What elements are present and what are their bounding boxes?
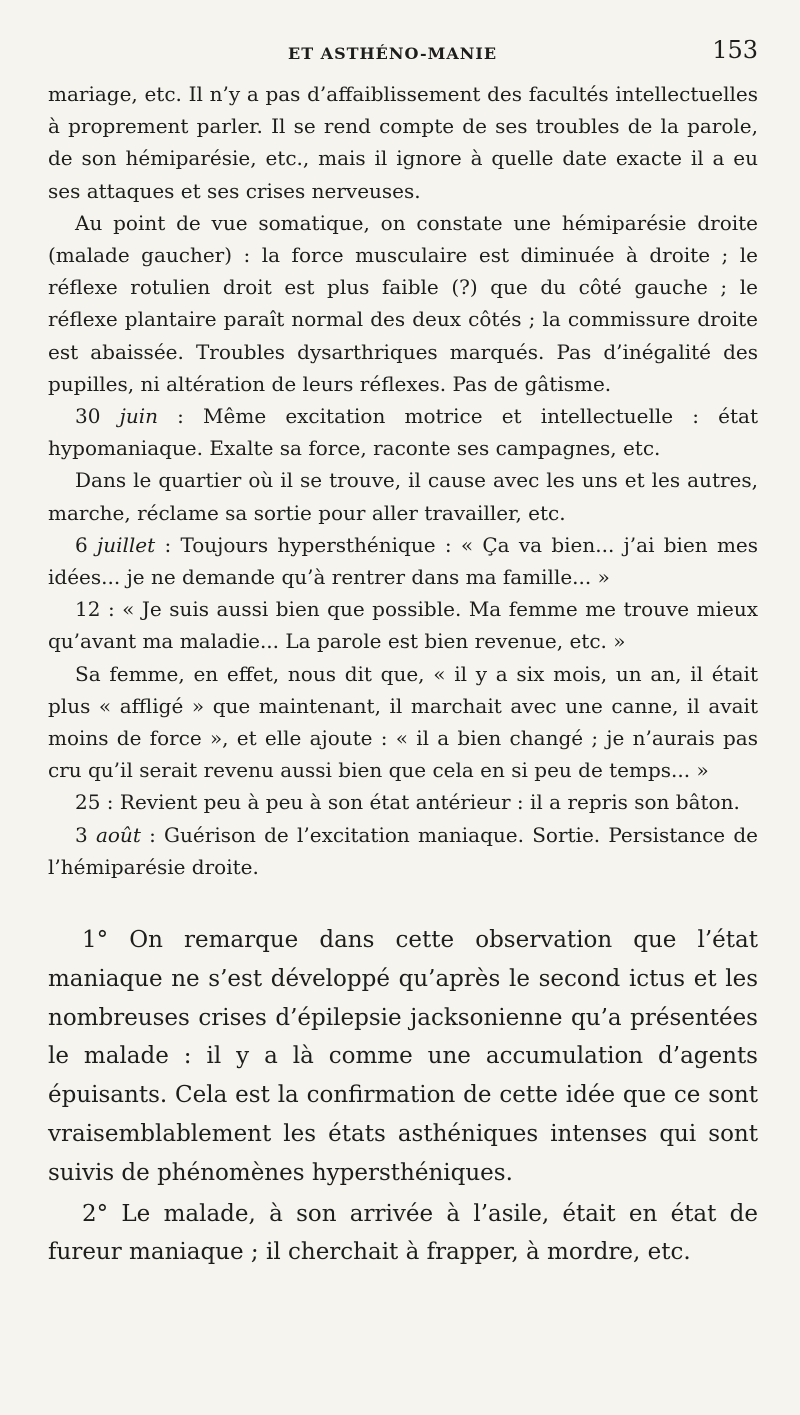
entry-text: : Toujours hypersthénique : « Ça va bien... j’ai bien mes idées... je ne demande qu’à rentrer dans ma famille... » <box>48 532 759 590</box>
entry-12 <box>48 593 758 657</box>
entry-text: : Revient peu à peu à son état antérieur : il a repris son bâton. <box>100 790 740 815</box>
entry-date-month: août <box>95 822 141 847</box>
entry-text: : Même excitation motrice et intellectuelle : état hypomaniaque. Exalte sa force, raconte ses campagnes, etc. <box>48 404 759 461</box>
entry-date-number: 30 <box>75 404 101 429</box>
entry-date-month: juillet <box>97 532 156 557</box>
entry-date-number: 12 <box>75 597 101 622</box>
commentary-point-2: 2° Le malade, à son arrivée à l’asile, était en état de fureur maniaque ; il cherchait à frapper, à mordre, etc. <box>48 1200 758 1266</box>
section-gap <box>48 883 758 921</box>
running-header <box>48 34 758 78</box>
commentary-point-1: 1° On remarque dans cette observation que l’état maniaque ne s’est développé qu’après le second ictus et les nombreuses crises d’épilepsie jacksonienne qu’a présentées le malade : il y a là comme une accumulation d’agents épuisants. Cela est la confirmation de cette idée que ce sont vraisemblablement les états asthéniques intenses qui sont suivis de phénomènes hypersthéniques. <box>48 927 758 1186</box>
case-observation-text <box>48 78 758 883</box>
running-title: ET ASTHÉNO-MANIE <box>288 44 498 63</box>
entry-june-30 <box>48 400 758 464</box>
entry-text: : Guérison de l’excitation maniaque. Sortie. Persistance de l’hémiparésie droite. <box>48 822 758 879</box>
paragraph-wife-report: Sa femme, en effet, nous dit que, « il y a six mois, un an, il était plus « affligé » que maintenant, il marchait avec une canne, il avait moins de force », et elle ajoute : « il a bien changé ; je n’aurais pas cru qu’il serait revenu aussi bien que cela en si peu de temps... » <box>48 661 758 783</box>
entry-date-number: 6 <box>75 532 88 557</box>
paragraph-somatic-exam: Au point de vue somatique, on constate une hémiparésie droite (malade gaucher) : la force musculaire est diminuée à droite ; le réflexe rotulien droit est plus faible (?) que du côté gauche ; le réflexe plantaire paraît normal des deux côtés ; la commissure droite est abaissée. Troubles dysarthriques marqués. Pas d’inégalité des pupilles, ni altération de leurs réflexes. Pas de gâtisme. <box>48 210 758 396</box>
entry-25 <box>48 786 758 818</box>
entry-date-number: 3 <box>75 822 88 847</box>
commentary-text <box>48 921 758 1272</box>
entry-july-6 <box>48 529 758 593</box>
paragraph-continuation: mariage, etc. Il n’y a pas d’affaiblissement des facultés intellectuelles à proprement parler. Il se rend compte de ses troubles de la parole, de son hémiparésie, etc., mais il ignore à quelle date exacte il a eu ses attaques et ses crises nerveuses. <box>48 82 758 203</box>
page-number: 153 <box>712 36 758 64</box>
paragraph-ward-behavior: Dans le quartier où il se trouve, il cause avec les uns et les autres, marche, réclame sa sortie pour aller travailler, etc. <box>48 468 758 525</box>
entry-august-3 <box>48 819 758 883</box>
entry-text: : « Je suis aussi bien que possible. Ma femme me trouve mieux qu’avant ma maladie... La parole est bien revenue, etc. » <box>48 597 758 654</box>
entry-date-number: 25 <box>75 790 101 815</box>
entry-date-month: juin <box>119 404 158 429</box>
